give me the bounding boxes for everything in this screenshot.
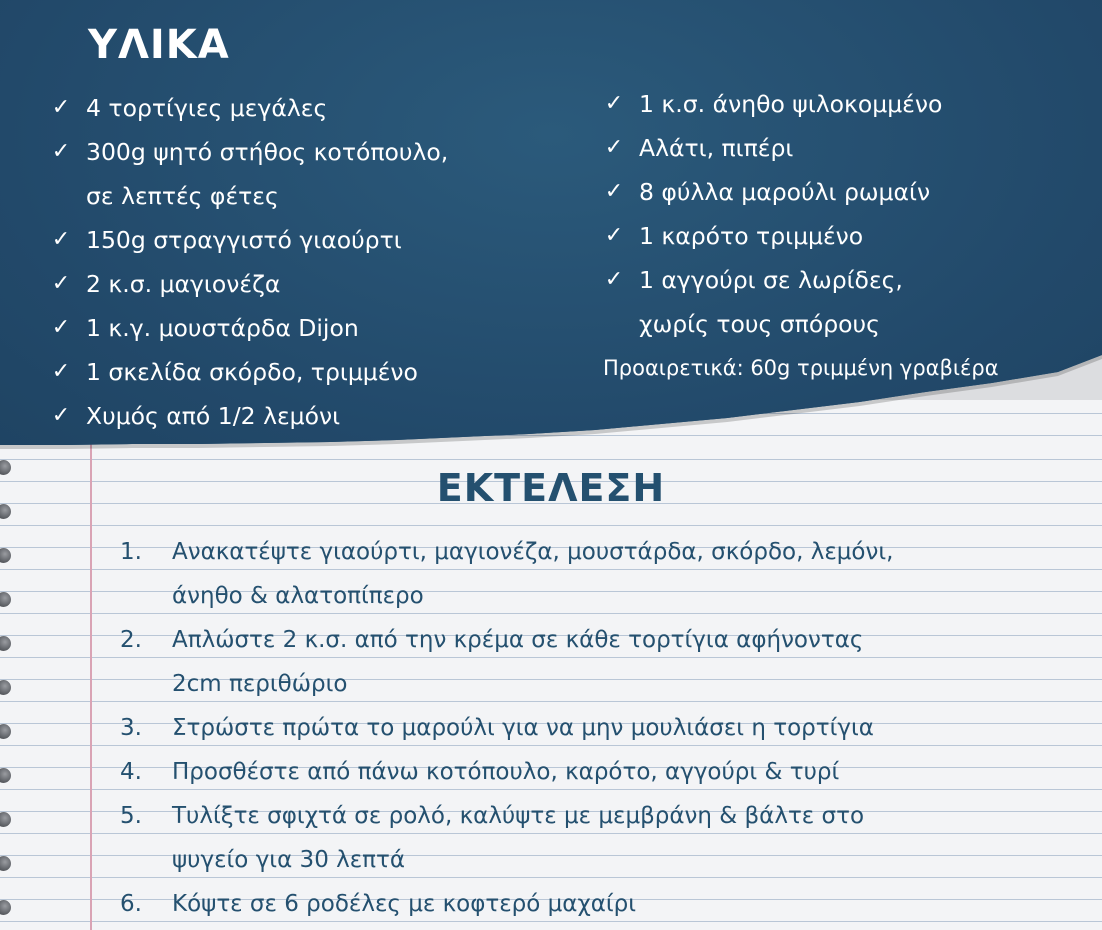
step-text: Στρώστε πρώτα το μαρούλι για να μην μουλιάσει η τορτίγια [172,715,874,741]
ingredient-item [50,394,448,438]
ingredient-text: 1 σκελίδα σκόρδο, τριμμένο [86,358,418,386]
method-title: ΕΚΤΕΛΕΣΗ [436,466,666,510]
step-item [120,618,893,706]
check-icon: ✓ [51,95,71,120]
check-icon: ✓ [51,315,71,340]
check-icon: ✓ [51,271,71,296]
check-icon: ✓ [604,179,624,204]
ingredient-text: 300g ψητό στήθος κοτόπουλο, [86,138,449,166]
step-text-continued: 2cm περιθώριο [172,671,348,697]
ingredients-list-right [603,82,942,346]
ingredient-text: 1 κ.σ. άνηθο ψιλοκομμένο [639,90,943,118]
step-text-continued: άνηθο & αλατοπίπερο [172,583,424,609]
check-icon: ✓ [51,139,71,164]
check-icon: ✓ [51,227,71,252]
step-item [120,530,893,618]
ingredient-text: 4 τορτίγιες μεγάλες [86,94,328,122]
ingredient-item [50,262,448,306]
check-icon: ✓ [604,267,624,292]
ingredient-text: 8 φύλλα μαρούλι ρωμαίν [639,178,931,206]
method-steps [120,530,893,926]
ingredient-item [50,306,448,350]
ingredient-text: 150g στραγγιστό γιαούρτι [86,226,402,254]
step-text: Ανακατέψτε γιαούρτι, μαγιονέζα, μουστάρδα, σκόρδο, λεμόνι, [172,539,894,565]
ingredient-text: 1 κ.γ. μουστάρδα Dijon [86,314,359,342]
step-item [120,750,893,794]
step-text-continued: ψυγείο για 30 λεπτά [172,847,406,873]
optional-ingredient: Προαιρετικά: 60g τριμμένη γραβιέρα [603,356,999,380]
ingredient-item [603,170,942,214]
ingredient-item [603,126,942,170]
check-icon: ✓ [51,359,71,384]
step-text: Τυλίξτε σφιχτά σε ρολό, καλύψτε με μεμβράνη & βάλτε στο [172,803,865,829]
ingredient-item [50,86,448,130]
step-number: 3. [120,715,142,741]
ingredient-item [50,350,448,394]
ingredients-title: ΥΛΙΚΑ [88,22,230,68]
ingredient-text-continued: χωρίς τους σπόρους [639,310,880,338]
step-text: Προσθέστε από πάνω κοτόπουλο, καρότο, αγγούρι & τυρί [172,759,840,785]
ingredient-item [50,130,448,218]
ingredient-text-continued: σε λεπτές φέτες [86,182,279,210]
ingredient-item [603,214,942,258]
step-item [120,794,893,882]
step-number: 2. [120,627,142,653]
step-number: 1. [120,539,142,565]
ingredient-text: Αλάτι, πιπέρι [639,134,794,162]
check-icon: ✓ [604,135,624,160]
step-text: Κόψτε σε 6 ροδέλες με κοφτερό μαχαίρι [172,891,637,917]
ingredient-text: 1 καρότο τριμμένο [639,222,864,250]
step-number: 4. [120,759,142,785]
ingredient-item [603,258,942,346]
ingredients-list-left [50,86,448,438]
ingredient-item [603,82,942,126]
check-icon: ✓ [604,223,624,248]
step-number: 5. [120,803,142,829]
check-icon: ✓ [604,91,624,116]
check-icon: ✓ [51,403,71,428]
step-item [120,882,893,926]
ingredient-text: 1 αγγούρι σε λωρίδες, [639,266,903,294]
step-text: Απλώστε 2 κ.σ. από την κρέμα σε κάθε τορτίγια αφήνοντας [172,627,864,653]
ingredient-text: 2 κ.σ. μαγιονέζα [86,270,281,298]
ingredient-text: Χυμός από 1/2 λεμόνι [86,402,341,430]
step-item [120,706,893,750]
ingredient-item [50,218,448,262]
step-number: 6. [120,891,142,917]
